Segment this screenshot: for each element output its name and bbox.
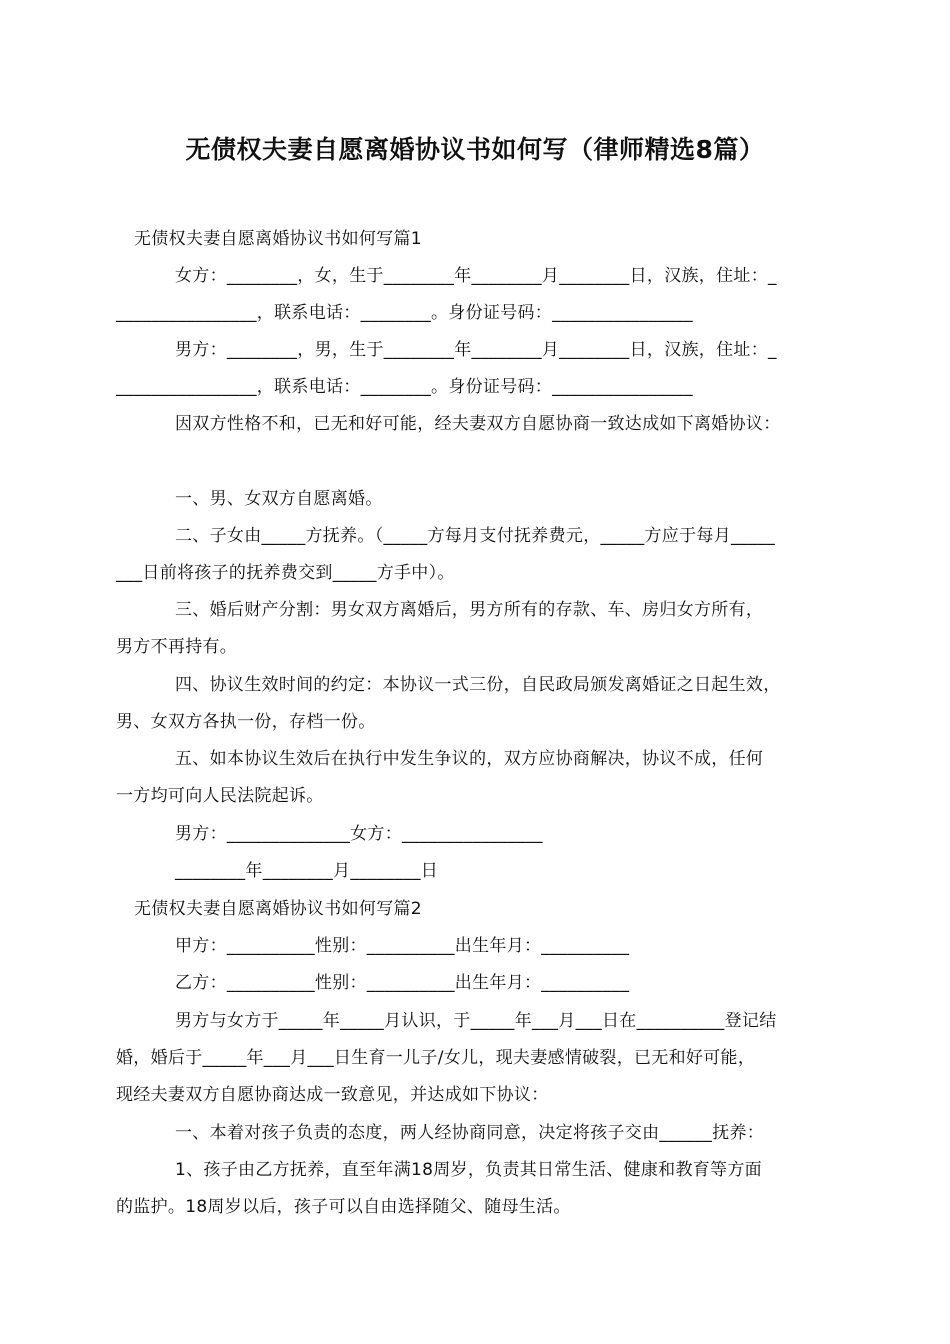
husband-info-line: 男方：________，男，生于________年________月________日，汉族，住址：_	[175, 340, 777, 360]
clause-5: 五、如本协议生效后在执行中发生争议的，双方应协商解决，协议不成，任何	[175, 749, 764, 769]
date-line: ________年________月________日	[175, 861, 439, 881]
clause-2: 二、子女由_____方抚养。（_____方每月支付抚养费元，_____方应于每月_____	[175, 526, 775, 546]
party-b-line: 乙方：__________性别：__________出生年月：__________	[175, 973, 630, 993]
marriage-info-cont: 婚，婚后于_____年___月___日生育一儿子/女儿，现夫妻感情破裂，已无和好可能，	[116, 1048, 756, 1068]
wife-contact-line: ________________，联系电话：________。身份证号码：________________	[116, 303, 693, 323]
marriage-info-line: 男方与女方于_____年_____月认识，于_____年___月___日在__________登记结	[175, 1011, 777, 1031]
clause-5-cont: 一方均可向人民法院起诉。	[116, 786, 324, 806]
wife-info-line: 女方：________，女，生于________年________月________日，汉族，住址：_	[175, 266, 777, 286]
clause-3: 三、婚后财产分割：男女双方离婚后，男方所有的存款、车、房归女方所有，	[175, 600, 764, 620]
clause-1: 一、男、女双方自愿离婚。	[175, 489, 383, 509]
child-custody-clause: 一、本着对孩子负责的态度，两人经协商同意，决定将孩子交由______抚养：	[175, 1123, 765, 1143]
section-heading-1: 无债权夫妻自愿离婚协议书如何写篇1	[134, 229, 422, 249]
clause-4-cont: 男、女双方各执一份，存档一份。	[116, 712, 376, 732]
husband-contact-line: ________________，联系电话：________。身份证号码：________________	[116, 377, 693, 397]
party-a-line: 甲方：__________性别：__________出生年月：__________	[175, 936, 630, 956]
signature-line: 男方：______________女方：________________	[175, 824, 543, 844]
clause-2-cont: ___日前将孩子的抚养费交到_____方手中）。	[116, 563, 455, 583]
marriage-info-cont-2: 现经夫妻双方自愿协商达成一致意见，并达成如下协议：	[116, 1085, 549, 1105]
custody-item-1-cont: 的监护。18周岁以后，孩子可以自由选择随父、随母生活。	[116, 1197, 571, 1217]
clause-3-cont: 男方不再持有。	[116, 637, 238, 657]
agreement-intro: 因双方性格不和，已无和好可能，经夫妻双方自愿协商一致达成如下离婚协议：	[175, 414, 781, 434]
section-heading-2: 无债权夫妻自愿离婚协议书如何写篇2	[134, 899, 422, 919]
clause-4: 四、协议生效时间的约定：本协议一式三份，自民政局颁发离婚证之日起生效，	[175, 675, 781, 695]
document-title: 无债权夫妻自愿离婚协议书如何写（律师精选8篇）	[185, 135, 765, 164]
custody-item-1: 1、孩子由乙方抚养，直至年满18周岁，负责其日常生活、健康和教育等方面	[175, 1160, 762, 1180]
